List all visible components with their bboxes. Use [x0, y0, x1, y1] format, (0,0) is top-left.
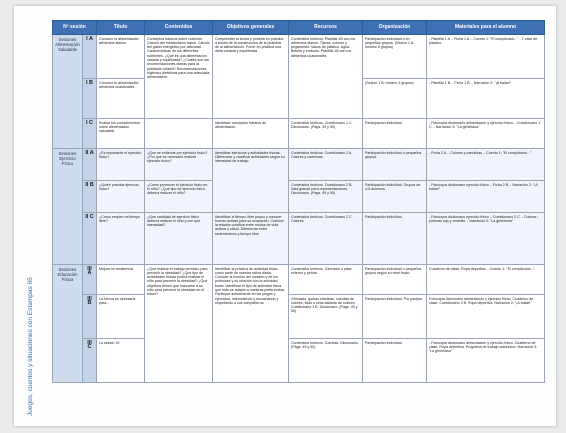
session-organization: Participación individual. Por parejas.	[363, 295, 427, 339]
session-title: ¿Cómo empleo mi tiempo libre?	[97, 213, 145, 265]
session-materials: - Fotocopia diccionario ejercicio físico. - Cuestionario 2 C. - Colores / pinturas rojo y amarillo. - Narración 3: "La gimkhana"	[427, 213, 545, 265]
document-page	[14, 6, 556, 426]
session-contents: ¿Qué cantidad de ejercicio físico debería realizar el niño y con qué intensidad?	[145, 213, 213, 265]
session-materials: - Fotocopia diccionario alimentación y ejercicio físico. Cuaderno de clase. Ropa deportiva. Programa de trabajo autónomo. Narración 3: "La gimkhana"	[427, 339, 545, 383]
table-row	[53, 339, 545, 383]
session-title: ¿Es importante el ejercicio físico?	[97, 149, 145, 181]
session-resources: Contenidos teóricos. Cuestionario 2 A. Colores y cartulinas.	[289, 149, 363, 181]
table-row	[53, 35, 545, 79]
table-row	[53, 181, 545, 213]
session-number: I B	[83, 79, 97, 119]
header-recursos: Recursos	[289, 21, 363, 35]
session-resources: Gimnasio, gomas elásticas, cuerdas de colores, tizas o cinta aislante de colores. Cuestionario 3 B. Diccionario. (Págs. 49 y 50)	[289, 295, 363, 339]
session-organization: Participación individual o pequeños grupos.	[363, 149, 427, 181]
session-organization: Participación individual o pequeños grupos según su nivel físico.	[363, 265, 427, 295]
session-resources: Contenidos teóricos. Cuestionario 1 C. Diccionario. (Págs. 49 y 50)	[289, 119, 363, 149]
header-materiales: Materiales para el alumno	[427, 21, 545, 35]
session-number: I A	[83, 35, 97, 79]
session-contents: ¿Qué se entiende por ejercicio físico? ¿Por qué es necesario realizar ejercicio físico?	[145, 149, 213, 181]
session-objectives: Comprender la teoría y ponerla en práctica a través de la construcción de la pirámide de la alimentación. Poner en práctica una dieta variada y equilibrada.	[213, 35, 289, 119]
side-caption: Juegos, cuentos y situaciones con Estampas 65	[27, 277, 34, 416]
session-materials: - Fotocopia diccionario ejercicio físico. - Ficha 2 B. - Narración 2: "¡A bailar!"	[427, 181, 545, 213]
session-resources: Contenidos teóricos. Combas. Diccionario. (Págs. 49 y 50)	[289, 339, 363, 383]
session-contents	[145, 119, 213, 149]
session-materials: - Plantilla 1 B. - Ficha 1 B. - Narración 2: "¡A bailar!"	[427, 79, 545, 119]
session-materials: - Plantilla 1 A. - Ficha 1 A. - Cuento 1: "El complicolos..." - 1 vaso de plástico.	[427, 35, 545, 79]
session-organization: Participación individual. Grupos de 4-5 alumnos.	[363, 181, 427, 213]
session-objectives: Identificar ejercicios y actividades físicas. Diferenciar y clasificar actividades según su intensidad de trabajo.	[213, 149, 289, 213]
session-title: ¿Quién practica ejercicio físico?	[97, 181, 145, 213]
session-contents: ¿Cómo promover el ejercicio físico en el niño? ¿Qué tipo de ejercicio físico debería realizar el niño?	[145, 181, 213, 213]
header-sesion: Nº sesión	[53, 21, 97, 35]
session-materials: - Fotocopia diccionario alimentación y ejercicio físico. - Cuestionario 1 C. - Narración 3: "La gimkhana"	[427, 119, 545, 149]
table-row	[53, 213, 545, 265]
table-header-row	[53, 21, 545, 35]
table-row	[53, 265, 545, 295]
session-materials: Fotocopia diccionario alimentación y ejercicio físico. Cuaderno de clase. Cuestionario 3 B. Ropa deportiva. Narración 2: "¡A bailar!"	[427, 295, 545, 339]
session-resources: Contenidos teóricos. Plantilla 1B con los alimentos diarios. Tijeras, colores y pegamento. Vasos de plástico. Agua. Botella y embudo. Plantilla 1B con los alimentos ocasionales	[289, 35, 363, 119]
session-materials: - Ficha 2 A. - Colores y cartulinas. - Cuento 1: "El complicolos..."	[427, 149, 545, 181]
session-organization: Participación individual.	[363, 119, 427, 149]
session-number: II A	[83, 149, 97, 181]
session-objectives: Identificar la práctica de actividad física como parte de nuestra rutina diaria. Conocer la función del corazón y de los pulmones y su relación con la actividad física. Identificar el tipo de actividad física que más se adapta a nuestras preferencias. Participar activamente en los juegos y ejercicios, interviniendo y escuchando y respetando a sus compañeros.	[213, 265, 289, 383]
session-organization: Participación individual.	[363, 213, 427, 265]
session-title: La fuerza es necesaria para...	[97, 295, 145, 339]
session-materials: Cuaderno de clase. Ropa deportiva. - Cuento 1: "El complicolos..."	[427, 265, 545, 295]
session-group-label: Sesiones Educación Física	[53, 265, 83, 383]
header-objetivos: Objetivos generales	[213, 21, 289, 35]
session-organization: Participación individual o en pequeños grupos. (Sesión 1 A: mínimo 6 grupos)	[363, 35, 427, 79]
session-organization: Participación individual.	[363, 339, 427, 383]
table-row	[53, 295, 545, 339]
session-title: Conozco tu alimentación: alimentos diarios	[97, 35, 145, 79]
session-title: Conozco tu alimentación: alimentos ocasionales	[97, 79, 145, 119]
session-objectives: Identificar el tiempo libre propio y conocer formas activas para su ocupación. Conocer la relación positiva entre modos de vida activos y salud. Diferenciar entre sedentarismo y tiempo libre.	[213, 213, 289, 265]
session-number: II B	[83, 181, 97, 213]
session-resources: Contenidos teóricos. Gimnasio o pista exterior y pelota.	[289, 265, 363, 295]
session-title: Mejoro mi resistencia	[97, 265, 145, 295]
session-number: I C	[83, 119, 97, 149]
session-number: III A	[83, 265, 97, 295]
session-number: III B	[83, 295, 97, 339]
header-contenidos: Contenidos	[145, 21, 213, 35]
session-resources: Contenidos teóricos. Cuestionario 2 C. Colores.	[289, 213, 363, 265]
session-contents: ¿Qué realizar el trabajo aeróbico para prevenir la obesidad? ¿Qué tipo de actividades físicas podría realizar el niño para prevenir la obesidad? ¿Qué objetivos tienen que marcarse a un niño para prevenir la obesidad en el futuro?	[145, 265, 213, 383]
session-group-label: Sesiones Alimentación Saludable	[53, 35, 83, 149]
session-organization: (Sesión 1 B: mínimo 3 grupos)	[363, 79, 427, 119]
session-contents: Conceptos básicos sobre nutrición. Cálculo del metabolismo basal. Cálculo del gasto energético por actividad. Características de los diferentes nutrientes. ¿Qué es una alimentación variada y equilibrada? ¿Cuáles son las recomendaciones diarias para la población infantil? Recomendaciones higiénico dietéticas para una adecuada alimentación.	[145, 35, 213, 119]
sessions-table	[52, 20, 545, 383]
table-row	[53, 149, 545, 181]
header-titulo: Título	[97, 21, 145, 35]
session-resources: Contenidos teóricos. Cuestionario 2 B. Sala grande para representaciones. Diccionario. (Págs. 49 y 50)	[289, 181, 363, 213]
session-group-label: Sesiones Ejercicio Físico	[53, 149, 83, 265]
session-objectives: Identificar conceptos básicos de alimentación.	[213, 119, 289, 149]
session-number: III C	[83, 339, 97, 383]
session-title: La sesión 10	[97, 339, 145, 383]
header-organizacion: Organización	[363, 21, 427, 35]
table-row	[53, 119, 545, 149]
session-title: Evalúa tus conocimientos sobre alimentación saludable	[97, 119, 145, 149]
session-number: II C	[83, 213, 97, 265]
